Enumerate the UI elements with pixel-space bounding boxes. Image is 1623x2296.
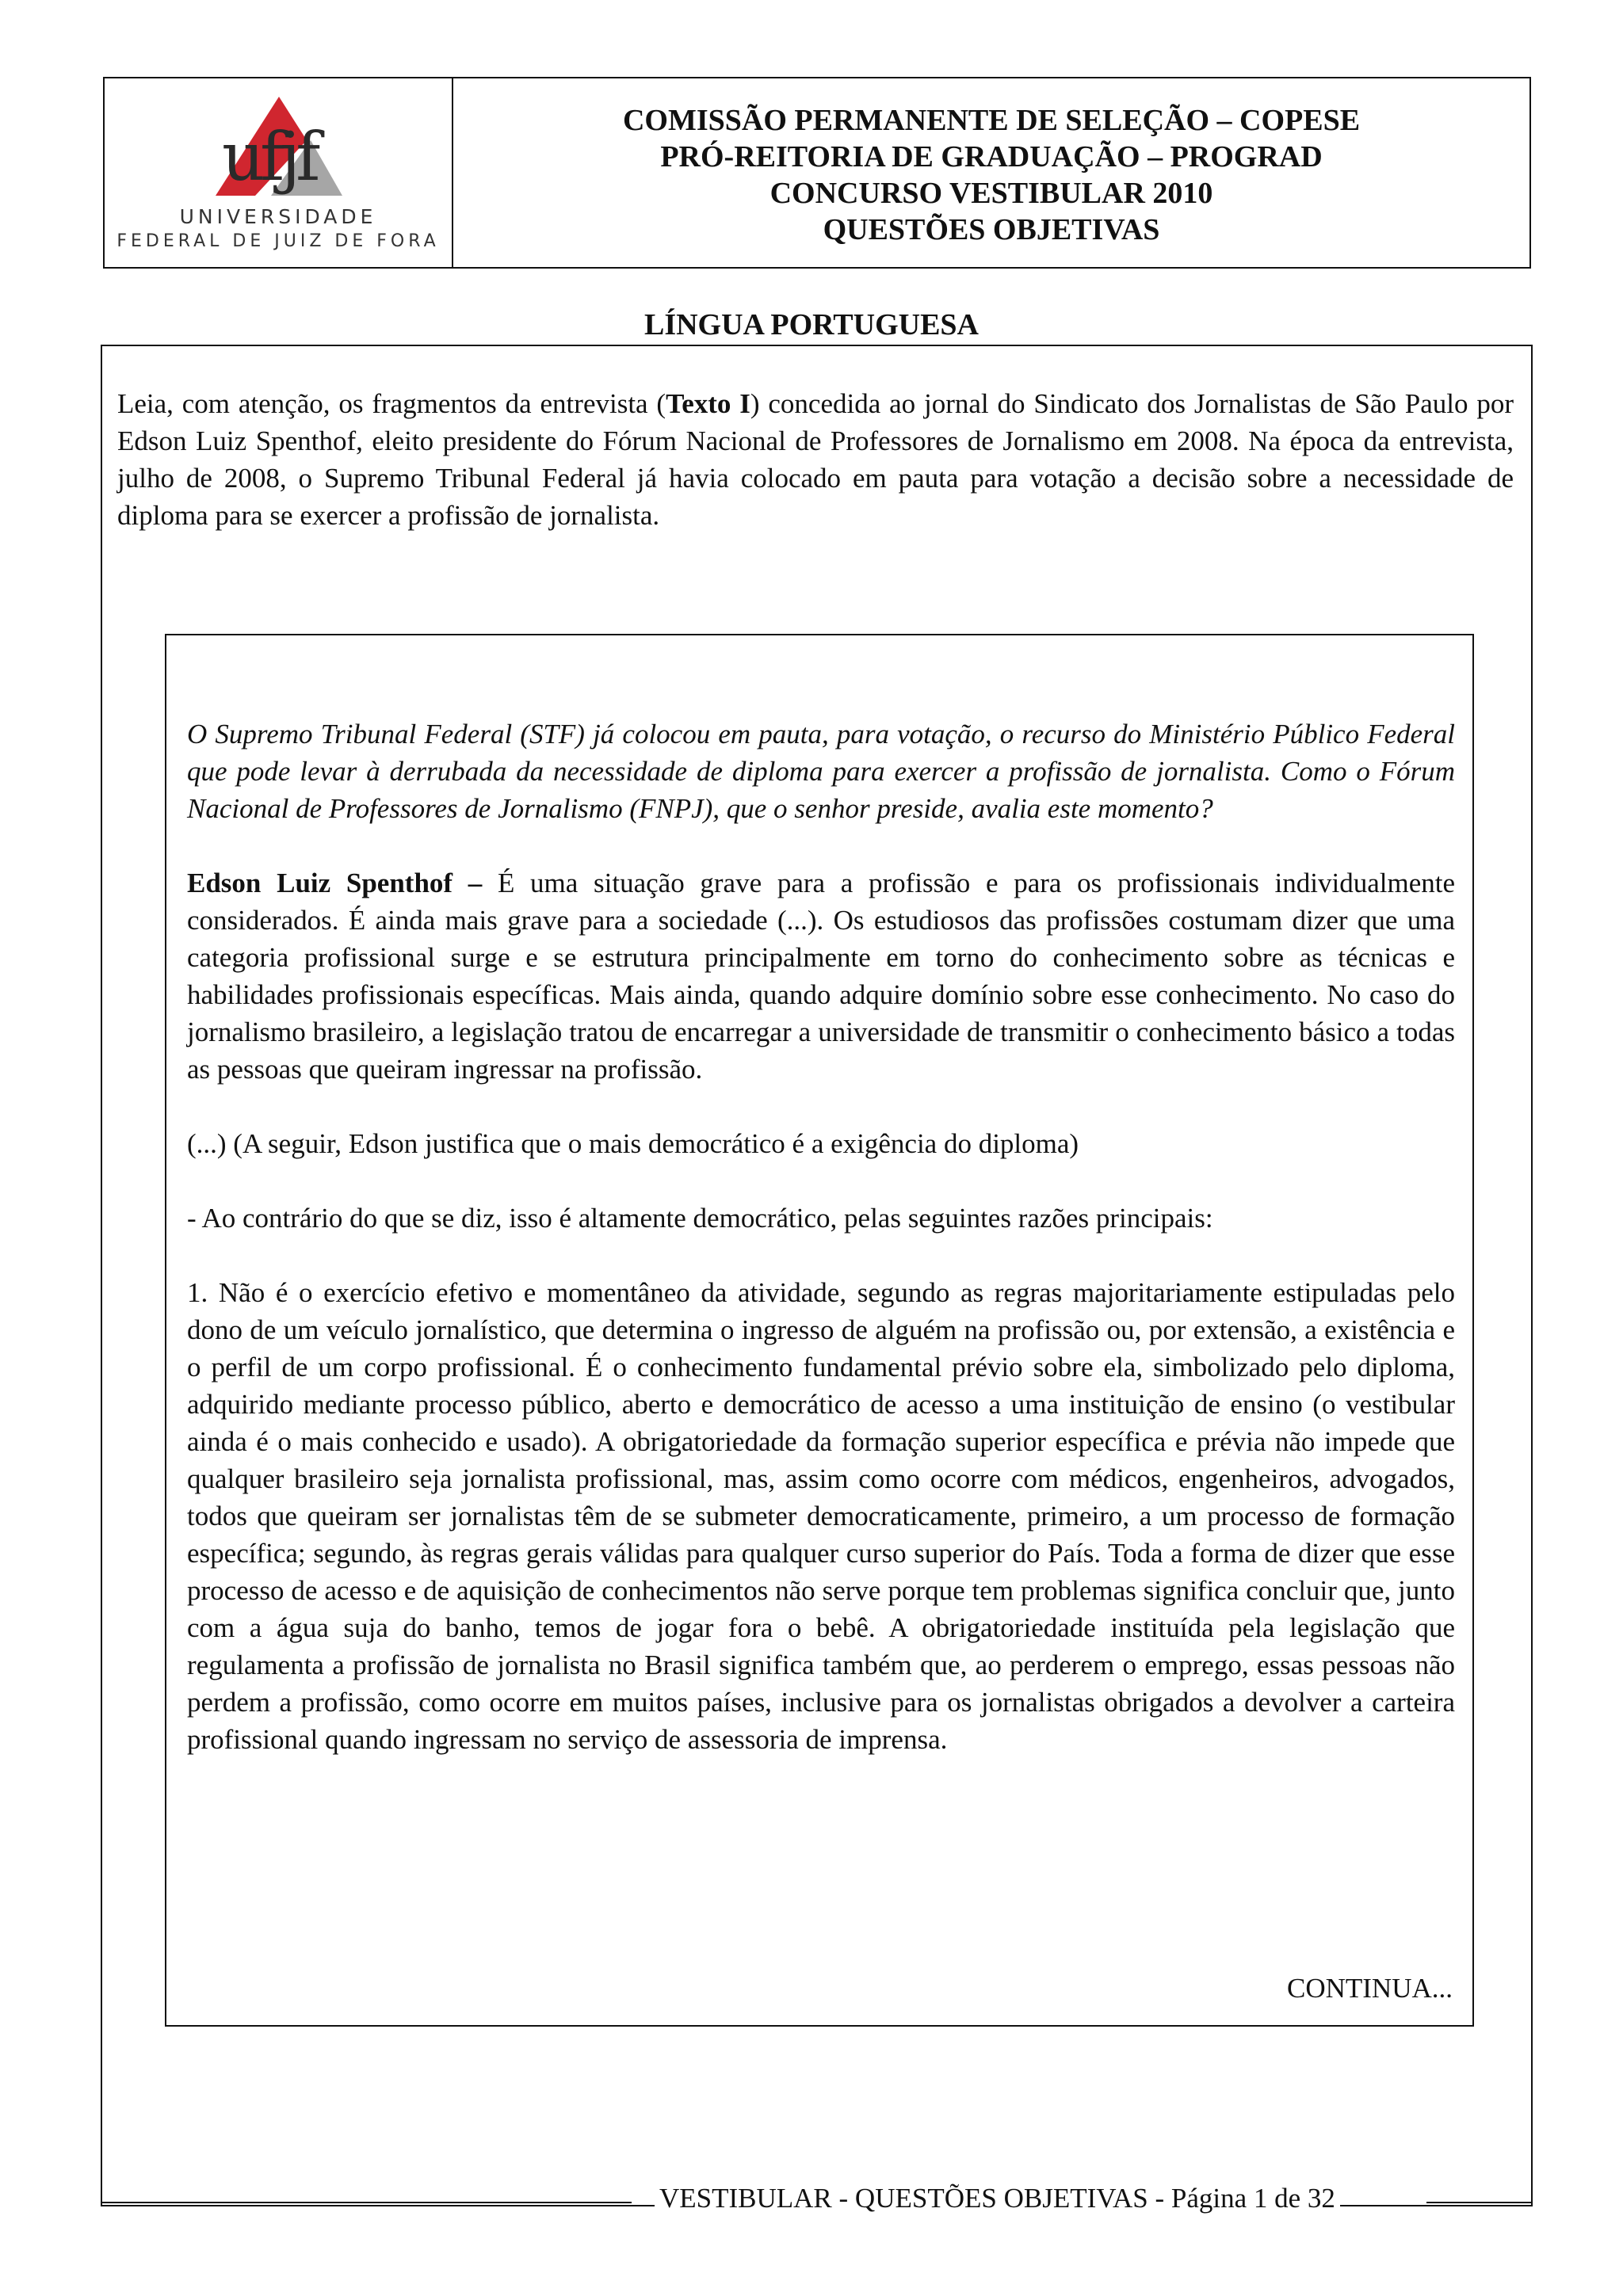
logo-federal-line: FEDERAL DE JUIZ DE FORA (116, 231, 440, 251)
editorial-note: (...) (A seguir, Edson justifica que o mais democrático é a exigência do diploma) (187, 1128, 1079, 1159)
dash-statement: - Ao contrário do que se diz, isso é altamente democrático, pelas seguintes razões principais: (187, 1203, 1213, 1234)
footer-page-label: VESTIBULAR - QUESTÕES OBJETIVAS - Página 1 de 32 (655, 2183, 1340, 2214)
section-title: LÍNGUA PORTUGUESA (643, 308, 979, 341)
header-line-commission: COMISSÃO PERMANENTE DE SELEÇÃO – COPESE (622, 104, 1361, 137)
answer-text: É uma situação grave para a profissão e para os profissionais individualmente considerados. É ainda mais grave para a sociedade (...). Os estudiosos das profissões costumam dizer que uma categoria profissional surge e se estrutura principalmente em torno do conhecimento sobre as técnicas e habilidades profissionais específicas. Mais ainda, quando adquire domínio sobre esse conhecimento. No caso do jornalismo brasileiro, a legislação tratou de encarregar a universidade de transmitir o conhecimento básico a todas as pessoas que queiram ingressar na profissão. (187, 868, 1455, 1085)
header-line-questoes: QUESTÕES OBJETIVAS (823, 213, 1160, 246)
text-i-content (187, 715, 1455, 1795)
page-footer (0, 2183, 1623, 2222)
intro-paragraph (117, 385, 1514, 534)
logo-mark-text: ufjf (222, 118, 316, 196)
intro-text-label: Texto I (666, 388, 750, 419)
intro-after: ) concedida ao jornal do Sindicato dos Jornalistas de São Paulo por Edson Luiz Spenthof, eleito presidente do Fórum Nacional de Professores de Jornalismo em 2008. Na época da entrevista, julho de 2008, o Supremo Tribunal Federal já havia colocado em pauta para votação a decisão sobre a necessidade de diploma para se exercer a profissão de jornalista. (117, 388, 1514, 531)
header-line-concurso: CONCURSO VESTIBULAR 2010 (769, 177, 1213, 210)
intro-before: Leia, com atenção, os fragmentos da entrevista ( (117, 388, 666, 419)
interview-answer (187, 864, 1455, 1088)
header-line-prograd: PRÓ-REITORIA DE GRADUAÇÃO – PROGRAD (660, 140, 1323, 174)
university-logo (105, 78, 453, 267)
page-header (103, 77, 1531, 269)
footer-rule-left (101, 2202, 632, 2203)
speaker-name: Edson Luiz Spenthof – (187, 868, 483, 898)
footer-rule-right (1426, 2202, 1533, 2203)
continua-label: CONTINUA... (1286, 1973, 1453, 2004)
logo-university-line: UNIVERSIDADE (179, 205, 377, 228)
interview-question: O Supremo Tribunal Federal (STF) já colocou em pauta, para votação, o recurso do Ministério Público Federal que pode levar à derrubada da necessidade de diploma para exercer a profissão de jornalista. Como o Fórum Nacional de Professores de Jornalismo (FNPJ), que o senhor preside, avalia este momento? (187, 719, 1455, 824)
ufjf-logo-mark (184, 93, 374, 204)
header-titles (453, 78, 1529, 267)
reason-1: 1. Não é o exercício efetivo e momentâneo da atividade, segundo as regras majoritariamente estipuladas pelo dono de um veículo jornalístico, que determina o ingresso de alguém na profissão ou, por extensão, a existência e o perfil de um corpo profissional. É o conhecimento fundamental prévio sobre ela, simbolizado pelo diploma, adquirido mediante processo público, aberto e democrático de acesso a uma instituição de ensino (o vestibular ainda é o mais conhecido e usado). A obrigatoriedade da formação superior específica e prévia não impede que qualquer brasileiro seja jornalista profissional, mas, assim como ocorre com médicos, engenheiros, advogados, todos que queiram ser jornalistas têm de se submeter democraticamente, primeiro, a um processo de formação específica; segundo, às regras gerais válidas para qualquer curso superior do País. Toda a forma de dizer que esse processo de acesso e de aquisição de conhecimentos não serve porque tem problemas significa concluir que, junto com a água suja do banho, temos de jogar fora o bebê. A obrigatoriedade instituída pela legislação que regulamenta a profissão de jornalista no Brasil significa também que, ao perderem o emprego, essas pessoas não perdem a profissão, como ocorre em muitos países, inclusive para os jornalistas obrigados a devolver a carteira profissional quando ingressam no serviço de assessoria de imprensa. (187, 1277, 1455, 1755)
